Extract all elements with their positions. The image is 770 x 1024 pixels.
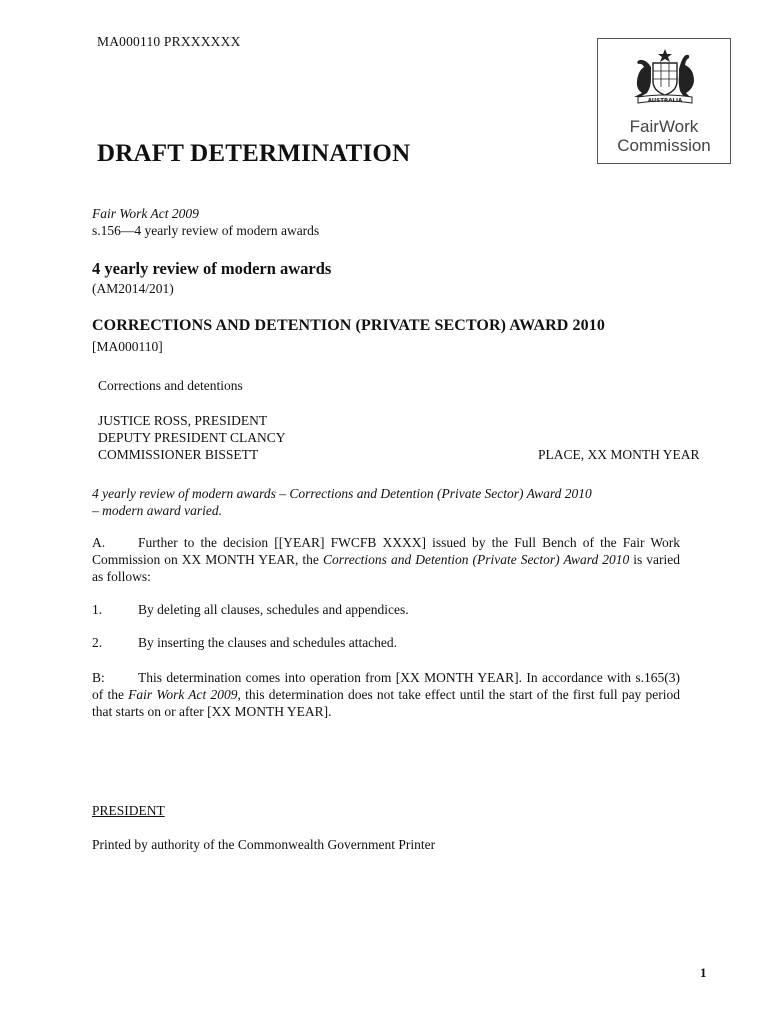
- act-name: Fair Work Act 2009: [92, 206, 199, 221]
- paragraph-text: This determination comes into operation from [XX MONTH YEAR]. In accordance with s.165(3) of the: [92, 670, 680, 702]
- crest-ribbon-text: AUSTRALIA: [647, 98, 683, 104]
- paragraph-text: is varied as follows:: [92, 552, 680, 584]
- summary-line: 4 yearly review of modern awards – Corrections and Detention (Private Sector) Award 2010: [92, 486, 592, 501]
- catchwords-summary: [92, 485, 682, 519]
- page-number: 1: [700, 965, 707, 980]
- printer-notice: Printed by authority of the Commonwealth Government Printer: [92, 837, 436, 852]
- bench-member: DEPUTY PRESIDENT CLANCY: [98, 430, 286, 445]
- paragraph-a: [92, 534, 680, 585]
- bench-member: JUSTICE ROSS, PRESIDENT: [98, 413, 268, 428]
- paragraph-b: [92, 669, 680, 720]
- coat-of-arms-icon: [620, 47, 710, 109]
- page-title: DRAFT DETERMINATION: [97, 140, 411, 167]
- fair-work-commission-logo: [597, 38, 731, 164]
- list-item: [92, 634, 397, 651]
- place-date: PLACE, XX MONTH YEAR: [538, 447, 700, 462]
- list-item: [92, 601, 409, 618]
- award-heading: CORRECTIONS AND DETENTION (PRIVATE SECTOR) AWARD 2010: [92, 317, 605, 334]
- list-item-text: By deleting all clauses, schedules and appendices.: [138, 602, 409, 617]
- award-name-italic: Corrections and Detention (Private Sector) Award 2010: [322, 552, 630, 567]
- paragraph-label: B:: [92, 670, 105, 685]
- paragraph-text: , this determination does not take effect until the start of the first full pay period that starts on or after [XX MONTH YEAR].: [92, 687, 680, 719]
- list-item-text: By inserting the clauses and schedules attached.: [138, 635, 398, 650]
- bench-member: COMMISSIONER BISSETT: [98, 447, 259, 462]
- award-code: [MA000110]: [92, 339, 163, 354]
- logo-text-line2: Commission: [617, 136, 711, 155]
- signoff: PRESIDENT: [92, 803, 165, 818]
- industry-label: Corrections and detentions: [98, 378, 243, 393]
- matter-number: (AM2014/201): [92, 281, 174, 296]
- list-item-number: 1.: [92, 602, 103, 617]
- list-item-number: 2.: [92, 635, 103, 650]
- document-reference: MA000110 PRXXXXXX: [97, 34, 241, 49]
- act-section: s.156—4 yearly review of modern awards: [92, 223, 320, 238]
- logo-text-line1: FairWork: [629, 117, 699, 136]
- act-name-italic: Fair Work Act 2009: [128, 687, 238, 702]
- summary-line: – modern award varied.: [92, 503, 222, 518]
- paragraph-text: Further to the decision [[YEAR] FWCFB XXXX] issued by the Full Bench of the Fair Work Commission on XX MONTH YEAR, the: [92, 535, 680, 567]
- review-heading: 4 yearly review of modern awards: [92, 259, 332, 278]
- paragraph-label: A.: [92, 535, 106, 550]
